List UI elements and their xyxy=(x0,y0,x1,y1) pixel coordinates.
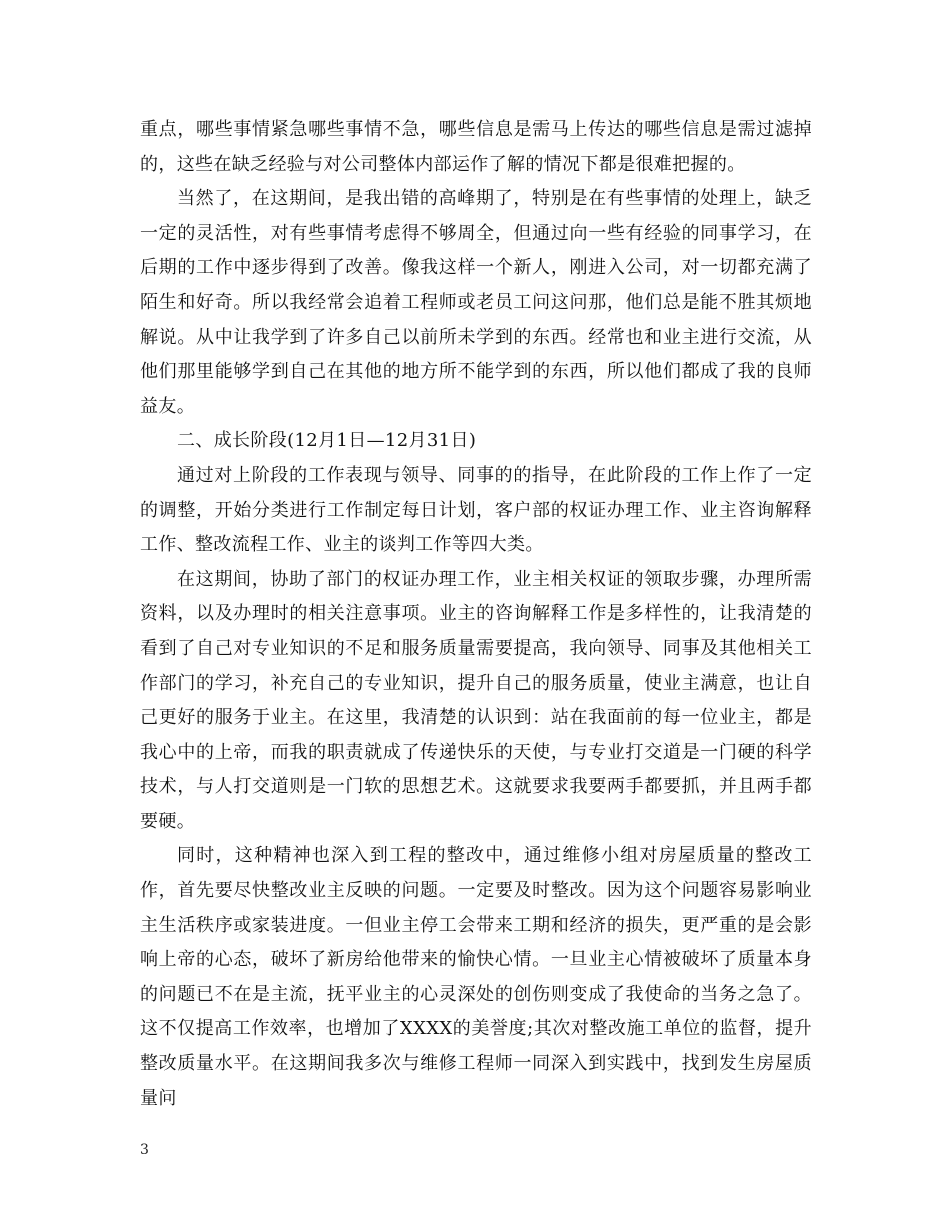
document-body xyxy=(140,113,812,1116)
paragraph-4: 在这期间，协助了部门的权证办理工作，业主相关权证的领取步骤，办理所需资料，以及办理时的相关注意事项。业主的咨询解释工作是多样性的，让我清楚的看到了自己对专业知识的不足和服务质量需要提高，我向领导、同事及其他相关工作部门的学习，补充自己的专业知识，提升自己的服务质量，使业主满意，也让自己更好的服务于业主。在这里，我清楚的认识到：站在我面前的每一位业主，都是我心中的上帝，而我的职责就成了传递快乐的天使，与专业打交道是一门硬的科学技术，与人打交道则是一门软的思想艺术。这就要求我要两手都要抓，并且两手都要硬。 xyxy=(140,568,812,832)
paragraph-1: 重点，哪些事情紧急哪些事情不急，哪些信息是需马上传达的哪些信息是需过滤掉的，这些在缺乏经验与对公司整体内部运作了解的情况下都是很难把握的。 xyxy=(140,119,812,175)
page-number: 3 xyxy=(140,1142,149,1158)
paragraph-3: 通过对上阶段的工作表现与领导、同事的的指导，在此阶段的工作上作了一定的调整，开始分类进行工作制定每日计划，客户部的权证办理工作、业主咨询解释工作、整改流程工作、业主的谈判工作等四大类。 xyxy=(140,464,812,556)
section-heading: 二、成长阶段(12月1日—12月31日) xyxy=(177,430,477,452)
paragraph-2: 当然了，在这期间，是我出错的高峰期了，特别是在有些事情的处理上，缺乏一定的灵活性，对有些事情考虑得不够周全，但通过向一些有经验的同事学习，在后期的工作中逐步得到了改善。像我这样一个新人，刚进入公司，对一切都充满了陌生和好奇。所以我经常会追着工程师或老员工问这问那，他们总是能不胜其烦地解说。从中让我学到了许多自己以前所未学到的东西。经常也和业主进行交流，从他们那里能够学到自己在其他的地方所不能学到的东西，所以他们都成了我的良师益友。 xyxy=(140,188,812,417)
paragraph-5: 同时，这种精神也深入到工程的整改中，通过维修小组对房屋质量的整改工作，首先要尽快整改业主反映的问题。一定要及时整改。因为这个问题容易影响业主生活秩序或家装进度。一但业主停工会带来工期和经济的损失，更严重的是会影响上帝的心态，破坏了新房给他带来的愉快心情。一旦业主心情被破坏了质量本身的问题已不在是主流，抚平业主的心灵深处的创伤则变成了我使命的当务之急了。这不仅提高工作效率，也增加了XXXX的美誉度;其次对整改施工单位的监督，提升整改质量水平。在这期间我多次与维修工程师一同深入到实践中，找到发生房屋质量问 xyxy=(140,845,812,1109)
